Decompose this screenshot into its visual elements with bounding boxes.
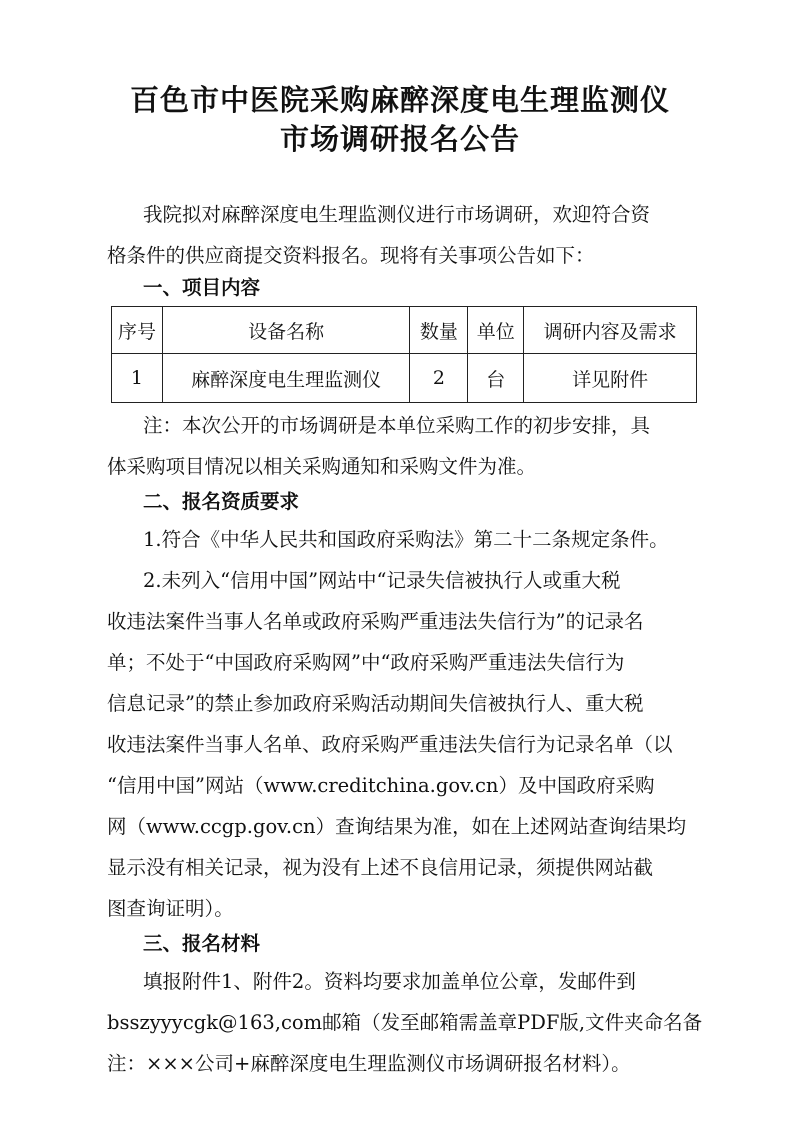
requirement-2-line-4: 信息记录”的禁止参加政府采购活动期间失信被执行人、重大税 [107,692,644,715]
cell-unit: 台 [468,354,524,403]
requirement-2-line-5: 收违法案件当事人名单、政府采购严重违法失信行为记录名单（以 [107,733,673,756]
note-line-1: 注：本次公开的市场调研是本单位采购工作的初步安排，具 [143,414,651,437]
header-quantity: 数量 [410,307,468,354]
document-title-line-2: 市场调研报名公告 [279,122,520,156]
section-heading-qualifications: 二、报名资质要求 [143,490,300,513]
cell-quantity: 2 [410,354,468,403]
cell-device-name: 麻醉深度电生理监测仪 [162,354,410,403]
document-title-line-1: 百色市中医院采购麻醉深度电生理监测仪 [129,83,670,117]
requirement-2-line-6: “信用中国”网站（www.creditchina.gov.cn）及中国政府采购 [107,774,655,797]
materials-line-3: 注：×××公司+麻醉深度电生理监测仪市场调研报名材料）。 [107,1052,631,1075]
requirement-2-line-8: 显示没有相关记录，视为没有上述不良信用记录，须提供网站截 [107,856,654,879]
materials-line-1: 填报附件1、附件2。资料均要求加盖单位公章，发邮件到 [143,970,636,993]
requirement-1: 1.符合《中华人民共和国政府采购法》第二十二条规定条件。 [143,528,669,551]
cell-seq: 1 [112,354,163,403]
header-unit: 单位 [468,307,524,354]
items-table [111,306,697,403]
requirement-2-line-3: 单；不处于“中国政府采购网”中“政府采购严重违法失信行为 [107,651,625,674]
requirement-2-line-9: 图查询证明）。 [107,897,234,920]
table-header-row [112,307,697,354]
header-device-name: 设备名称 [162,307,410,354]
header-seq: 序号 [112,307,163,354]
intro-line-1: 我院拟对麻醉深度电生理监测仪进行市场调研，欢迎符合资 [143,203,651,226]
requirement-2-line-7: 网（www.ccgp.gov.cn）查询结果为准，如在上述网站查询结果均 [107,815,687,838]
cell-requirements: 详见附件 [524,354,697,403]
table-row [112,354,697,403]
section-heading-project: 一、项目内容 [143,276,261,299]
requirement-2-line-2: 收违法案件当事人名单或政府采购严重违法失信行为”的记录名 [107,610,644,633]
intro-line-2: 格条件的供应商提交资料报名。现将有关事项公告如下： [107,244,595,267]
note-line-2: 体采购项目情况以相关采购通知和采购文件为准。 [107,455,537,478]
header-requirements: 调研内容及需求 [524,307,697,354]
materials-line-2: bsszyyycgk@163,com邮箱（发至邮箱需盖章PDF版,文件夹命名备 [107,1011,703,1034]
requirement-2-line-1: 2.未列入“信用中国”网站中“记录失信被执行人或重大税 [143,569,621,592]
section-heading-materials: 三、报名材料 [143,932,261,955]
